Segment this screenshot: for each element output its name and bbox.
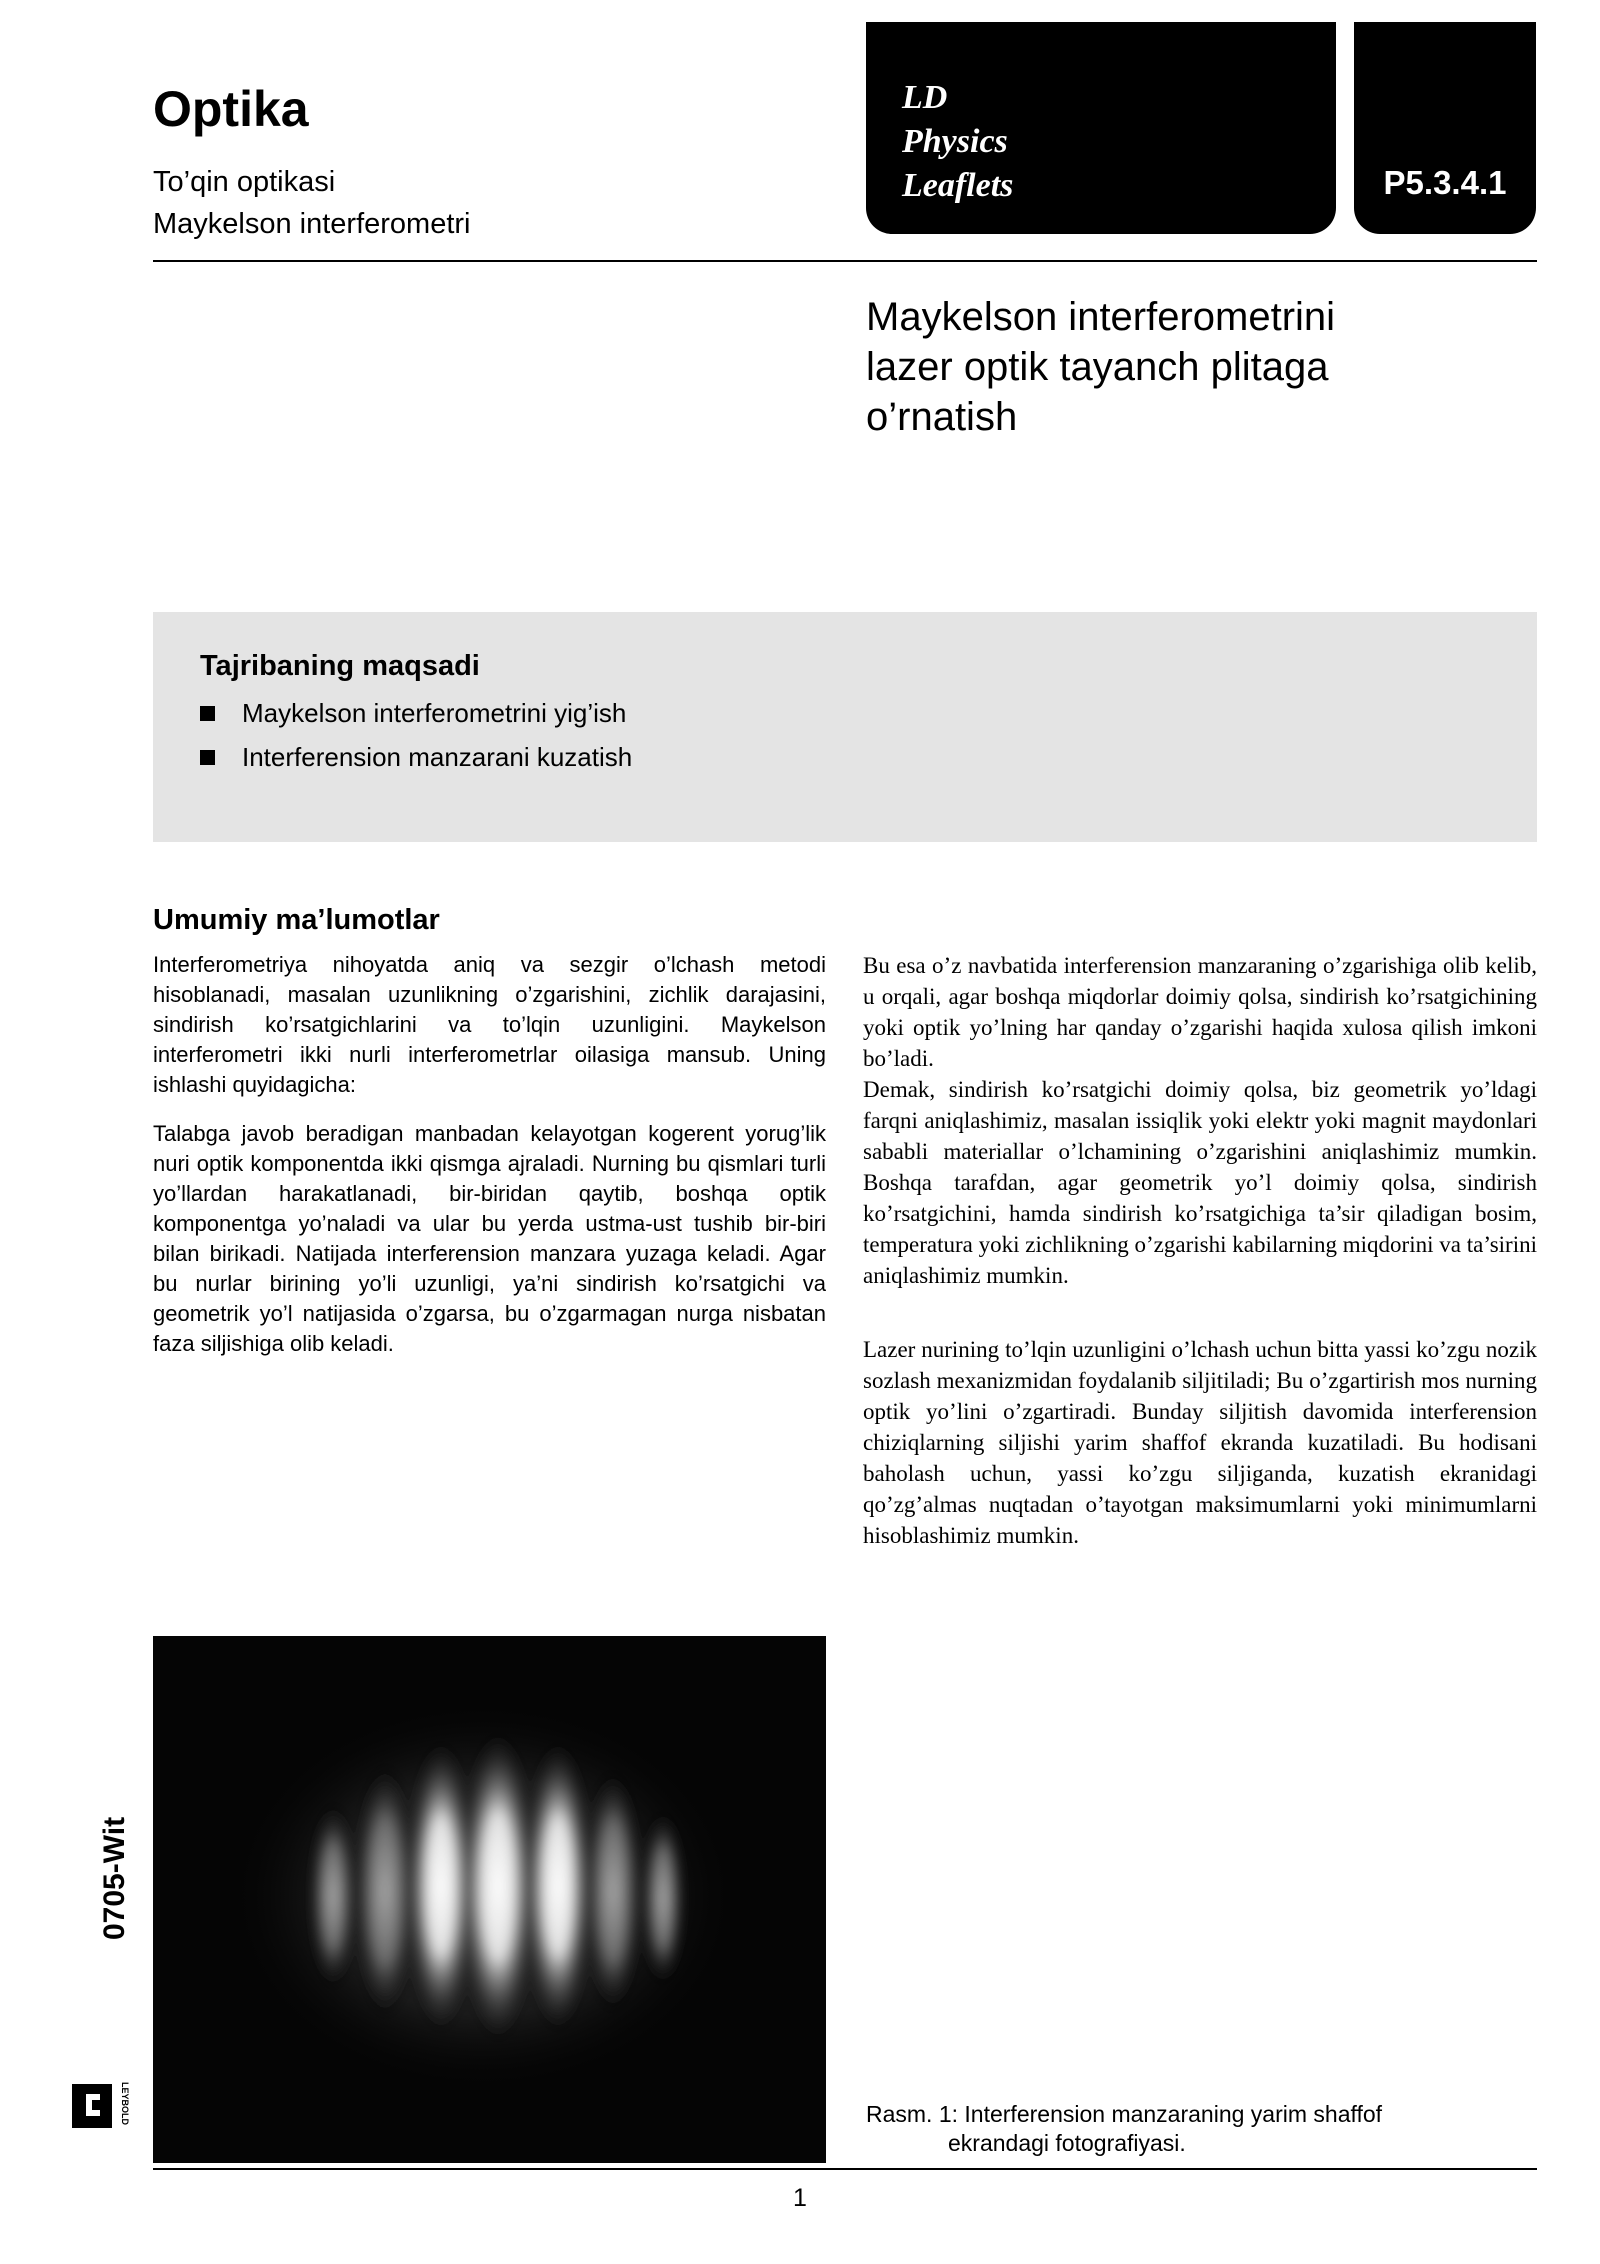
interference-fringes-image — [153, 1636, 826, 2163]
svg-text:LEYBOLD: LEYBOLD — [120, 2082, 130, 2126]
leaflet-code: P5.3.4.1 — [1383, 164, 1507, 201]
series-line: LD — [902, 79, 948, 116]
series-line: Leaflets — [902, 167, 1014, 204]
fringe-band — [355, 1761, 415, 2021]
header-divider — [153, 260, 1537, 262]
square-bullet-icon — [200, 750, 215, 765]
objective-text: Maykelson interferometrini yig’ish — [242, 698, 627, 728]
objective-item — [200, 700, 626, 726]
square-bullet-icon — [200, 706, 215, 721]
interference-photo — [153, 1636, 826, 2163]
body-paragraph: Bu esa o’z navbatida interferension manzaraning o’zgarishiga olib kelib, u orqali, agar boshqa miqdorlar doimiy qolsa, sindirish ko’rsatgichining yoki optik yo’lning har qanday o’zgarishi haqida xulosa qilish imkoni bo’ladi. — [863, 953, 1537, 1071]
page-number: 1 — [793, 2184, 807, 2212]
subject-title: Optika — [153, 81, 309, 137]
code-badge — [1354, 22, 1536, 234]
subject-subtitle: To’qin optikasi — [153, 166, 336, 198]
title-line: lazer optik tayanch plitaga — [866, 345, 1329, 389]
body-paragraph: Demak, sindirish ko’rsatgichi doimiy qolsa, biz geometrik yo’ldagi farqni aniqlashimiz, masalan issiqlik yoki elektr yoki magnit maydonlari sababli materiallar o’lchamining o’zgarishini aniqlashimiz mumkin. Boshqa tarafdan, agar geometrik yo’l doimiy qolsa, sindirish ko’rsatgichini, hamda sindirish ko’rsatgichiga ta’sir qiladigan bosim, temperatura yoki zichlikning o’zgarishi kabilarning miqdorini va ta’sirini aniqlashimiz mumkin. — [863, 1077, 1537, 1288]
leybold-logo-icon — [70, 2078, 130, 2142]
general-info-heading: Umumiy ma’lumotlar — [153, 904, 440, 936]
series-label — [902, 76, 1013, 208]
footer-divider — [153, 2168, 1537, 2170]
topic-subtitle: Maykelson interferometri — [153, 208, 471, 240]
objective-item — [200, 744, 632, 770]
body-paragraph: Talabga javob beradigan manbadan kelayotgan kogerent yorug’lik nuri optik komponentda ikki qismga ajraladi. Nurning bu qismlari turli yo’llardan harakatlanadi, bir-biridan qaytib, boshqa optik komponentga yo’naladi va ular bu yerda ustma-ust tushib bir-biri bilan birikadi. Natijada interferension manzara yuzaga keladi. Agar bu nurlar birining yo’li uzunligi, ya’ni sindirish ko’rsatgichi va geometrik yo’l natijasida o’zgarsa, bu o’zgarmagan nurga nisbatan faza siljishiga olib keladi. — [153, 1121, 826, 1356]
title-line: Maykelson interferometrini — [866, 295, 1336, 339]
logo-mark — [70, 2078, 130, 2142]
caption-line: ekrandagi fotografiyasi. — [948, 2130, 1186, 2156]
figure-caption — [866, 2100, 1426, 2158]
document-code-vertical: 0705-Wit — [98, 1816, 131, 1940]
caption-line: Rasm. 1: Interferension manzaraning yarim shaffof — [866, 2101, 1383, 2127]
fringe-band — [311, 1801, 355, 1991]
title-line: o’rnatish — [866, 395, 1018, 439]
document-title — [866, 292, 1466, 442]
fringe-band — [585, 1766, 641, 2016]
objectives-heading: Tajribaning maqsadi — [200, 650, 480, 682]
fringe-band — [643, 1808, 683, 1988]
body-paragraph: Lazer nurining to’lqin uzunligini o’lchash uchun bitta yassi ko’zgu nozik sozlash mexanizmidan foydalanib siljitiladi; Bu o’zgartirish mos nurning optik yo’lini o’zgartiradi. Bunday siljitish davomida interferension chiziqlarning siljishi yarim shaffof ekranda kuzatiladi. Bu hodisani baholash uchun, yassi ko’zgu siljiganda, kuzatish ekranidagi qo’zg’almas nuqtadan o’tayotgan maksimumlarni yoki minimumlarni hisoblashimiz mumkin. — [863, 1337, 1537, 1548]
objective-text: Interferension manzarani kuzatish — [242, 742, 633, 772]
fringe-band — [524, 1736, 592, 2036]
body-paragraph: Interferometriya nihoyatda aniq va sezgir o’lchash metodi hisoblanadi, masalan uzunlikning o’zgarishini, zichlik darajasini, sindirish ko’rsatgichlarini va to’lqin uzunligini. Maykelson interferometri ikki nurli interferometrlar oilasiga mansub. Uning ishlashi quyidagicha: — [153, 952, 826, 1097]
series-line: Physics — [902, 123, 1008, 160]
